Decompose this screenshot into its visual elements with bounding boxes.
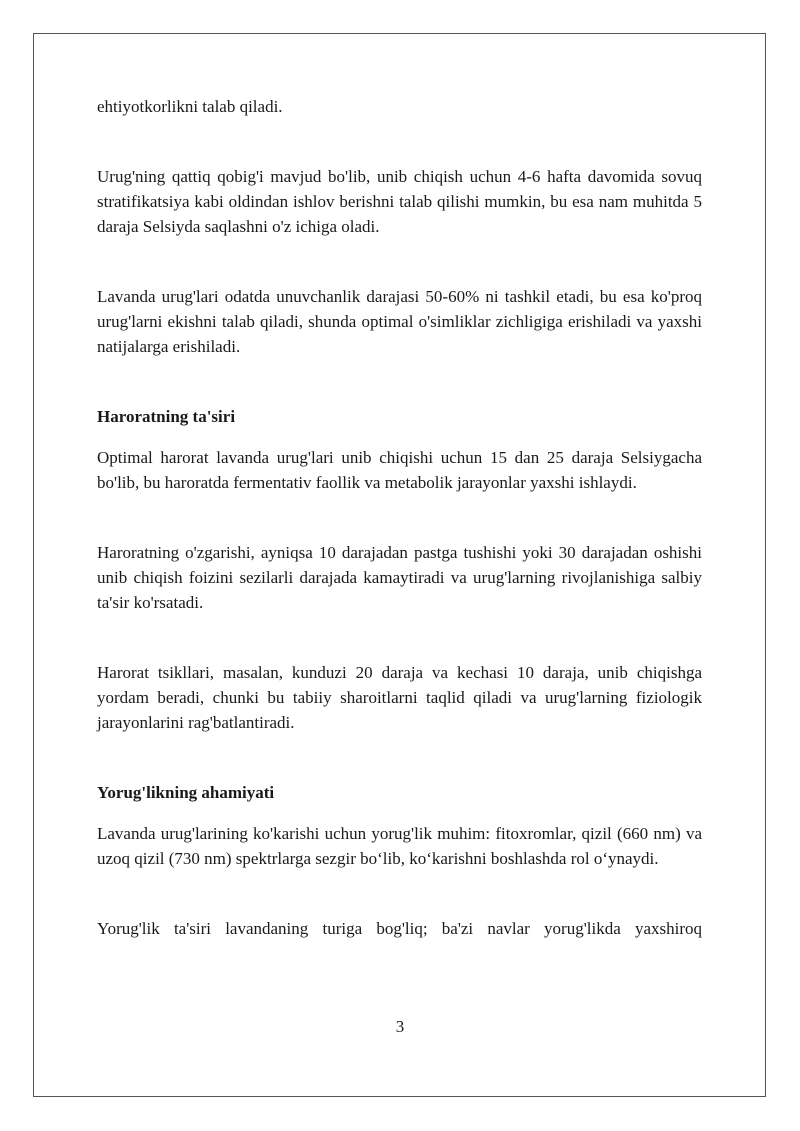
paragraph-temperature-change: Haroratning o'zgarishi, ayniqsa 10 darajadan pastga tushishi yoki 30 darajadan oshishi unib chiqish foizini sezilarli darajada kamaytiradi va urug'larning rivojlanishiga salbiy ta'sir ko'rsatadi. <box>97 543 702 612</box>
heading-light: Yorug'likning ahamiyati <box>97 783 275 802</box>
document-body <box>97 94 702 941</box>
paragraph-germination-rate: Lavanda urug'lari odatda unuvchanlik darajasi 50-60% ni tashkil etadi, bu esa ko'proq urug'larni ekishni talab qiladi, shunda optimal o'simliklar zichligiga erishiladi va yaxshi natijalarga erishiladi. <box>97 287 702 356</box>
page-number: 3 <box>395 1017 405 1036</box>
heading-temperature: Haroratning ta'siri <box>97 407 236 426</box>
paragraph-optimal-temperature: Optimal harorat lavanda urug'lari unib chiqishi uchun 15 dan 25 daraja Selsiygacha bo'lib, bu haroratda fermentativ faollik va metabolik jarayonlar yaxshi ishlaydi. <box>97 448 702 492</box>
paragraph-temperature-cycles: Harorat tsikllari, masalan, kunduzi 20 daraja va kechasi 10 daraja, unib chiqishga yordam beradi, chunki bu tabiiy sharoitlarni taqlid qiladi va urug'larning fiziologik jarayonlarini rag'batlantiradi. <box>97 663 702 732</box>
paragraph-seed-coat: Urug'ning qattiq qobig'i mavjud bo'lib, unib chiqish uchun 4-6 hafta davomida sovuq stratifikatsiya kabi oldindan ishlov berishni talab qilishi mumkin, bu esa nam muhitda 5 daraja Selsiyda saqlashni o'z ichiga oladi. <box>97 167 702 236</box>
paragraph-continuation: ehtiyotkorlikni talab qiladi. <box>97 97 283 116</box>
paragraph-light-effect: Yorug'lik ta'siri lavandaning turiga bog'liq; ba'zi navlar yorug'likda yaxshiroq <box>97 919 702 938</box>
paragraph-light-importance: Lavanda urug'larining ko'karishi uchun yorug'lik muhim: fitoxromlar, qizil (660 nm) va uzoq qizil (730 nm) spektrlarga sezgir bo‘lib, ko‘karishni boshlashda rol o‘ynaydi. <box>97 824 702 868</box>
